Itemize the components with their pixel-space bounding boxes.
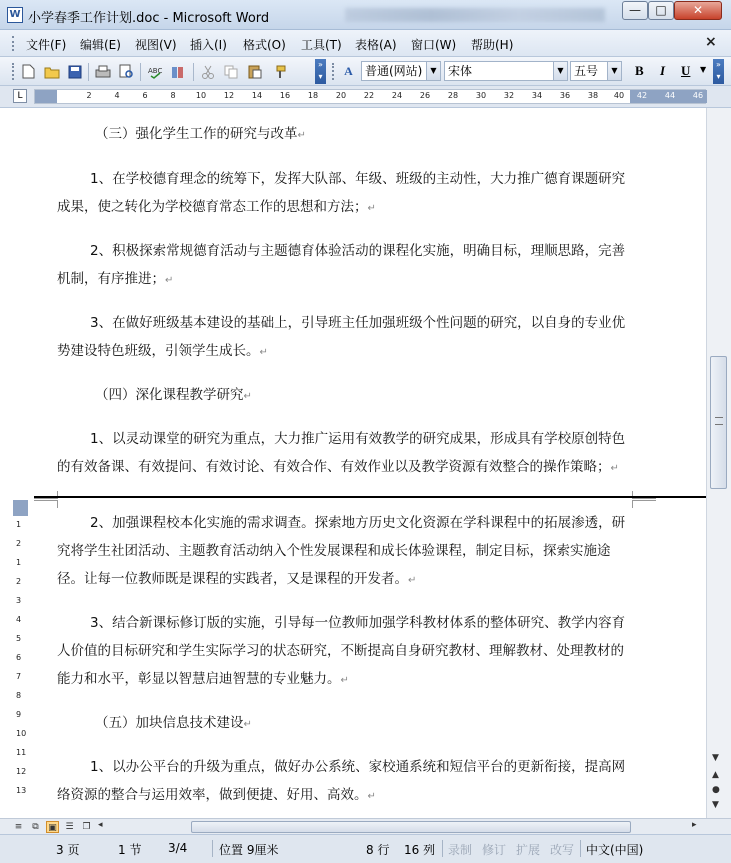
close-button[interactable]: [674, 1, 722, 20]
menu-view[interactable]: 视图(V): [135, 38, 177, 52]
status-track-changes[interactable]: 修订: [482, 843, 507, 857]
bold-button[interactable]: B: [635, 63, 644, 78]
print-icon: [95, 65, 111, 79]
web-layout-view-icon[interactable]: ⧉: [32, 822, 39, 832]
menu-tools[interactable]: 工具(T): [301, 38, 342, 52]
vertical-scrollbar[interactable]: [706, 108, 731, 818]
styles-pane-icon[interactable]: A: [344, 64, 353, 78]
body-paragraph[interactable]: 1、在学校德育理念的统筹下，发挥大队部、年级、班级的主动性，大力推广德育课题研究成果，使之转化为学校德育常态工作的思想和方法；↵: [57, 171, 626, 215]
horizontal-ruler[interactable]: 42 44 46 2 4 6 8 10 12 14 16 18 20 22 24 26 28 30 32 34 36 38 40: [34, 89, 706, 104]
underline-button[interactable]: U: [681, 63, 691, 78]
font-select-value: 宋体: [448, 64, 473, 78]
horizontal-scrollbar-thumb[interactable]: [191, 821, 631, 833]
heading-paragraph[interactable]: （五）加块信息技术建设↵: [95, 715, 252, 731]
body-paragraph[interactable]: 1、以办公平台的升级为重点，做好办公系统、家校通系统和短信平台的更新衔接，提高网络资源的整合与运用效率，做到便捷、好用、高效。↵: [57, 759, 626, 803]
save-button[interactable]: [66, 63, 83, 80]
minimize-icon: —: [629, 3, 641, 17]
standard-toolbar-grip[interactable]: [12, 63, 16, 80]
maximize-button[interactable]: [648, 1, 674, 20]
print-button[interactable]: [94, 63, 111, 80]
paste-clipboard-icon: [248, 64, 262, 79]
open-button[interactable]: [43, 63, 60, 80]
font-size-value: 五号: [574, 64, 599, 78]
status-column: 16 列: [404, 843, 436, 857]
close-icon: ✕: [692, 3, 704, 17]
document-area[interactable]: [0, 108, 706, 818]
body-paragraph[interactable]: 2、积极探索常规德育活动与主题德育体验活动的课程化实施，明确目标，理顺思路，完善机制，有序推进；↵: [57, 243, 626, 287]
select-browse-object-icon[interactable]: ●: [712, 785, 720, 795]
print-layout-view-icon[interactable]: ▣: [46, 821, 59, 833]
menu-grip[interactable]: [12, 36, 16, 51]
menu-format[interactable]: 格式(O): [243, 38, 286, 52]
title-bar: [0, 0, 731, 30]
view-and-hscroll-bar: [0, 818, 731, 834]
status-extend-selection[interactable]: 扩展: [516, 843, 541, 857]
scroll-left-arrow-icon[interactable]: ◂: [98, 820, 103, 830]
status-overtype[interactable]: 改写: [550, 843, 575, 857]
new-document-icon: [22, 64, 35, 79]
status-language[interactable]: 中文(中国): [586, 843, 644, 857]
status-page: 3 页: [56, 843, 80, 857]
minimize-button[interactable]: [622, 1, 648, 20]
menu-insert[interactable]: 插入(I): [190, 38, 227, 52]
cut-scissors-icon: [201, 65, 215, 79]
previous-page-icon[interactable]: ▲: [712, 770, 719, 780]
menu-help[interactable]: 帮助(H): [471, 38, 514, 52]
italic-button[interactable]: I: [660, 63, 666, 78]
scrollbar-thumb[interactable]: [710, 356, 727, 489]
chevron-down-icon[interactable]: ▼: [553, 62, 567, 80]
body-paragraph[interactable]: 3、结合新课标修订版的实施，引导每一位教师加强学科教材体系的整体研究、教学内容育人价值的目标研究和学生实际学习的状态研究，不断提高自身研究教材、理解教材、处理教材的能力和水平，彰显以智慧启迪智慧的专业魅力。↵: [57, 615, 626, 687]
chevron-down-icon[interactable]: ▼: [426, 62, 440, 80]
toolbar: [0, 57, 731, 86]
scroll-right-arrow-icon[interactable]: ▸: [692, 820, 697, 830]
menu-table[interactable]: 表格(A): [355, 38, 397, 52]
style-select-value: 普通(网站): [365, 64, 423, 78]
status-page-of: 3/4: [168, 841, 188, 855]
spelling-check-icon: [148, 65, 164, 79]
body-paragraph[interactable]: 3、在做好班级基本建设的基础上，引导班主任加强班级个性问题的研究，以自身的专业优势建设特色班级，引领学生成长。↵: [57, 315, 626, 359]
status-section: 1 节: [118, 843, 142, 857]
cut-button[interactable]: [199, 63, 216, 80]
blurred-taskbar-region: [345, 8, 605, 22]
heading-paragraph[interactable]: （四）深化课程教学研究↵: [95, 387, 252, 403]
document-close-button[interactable]: ×: [705, 34, 717, 50]
formatting-toolbar-grip[interactable]: [332, 63, 336, 80]
print-preview-icon: [119, 64, 134, 79]
spelling-button[interactable]: [147, 63, 164, 80]
ruler-row: [0, 86, 731, 108]
svg-text:ABC: ABC: [147, 66, 162, 75]
body-paragraph[interactable]: 1、以灵动课堂的研究为重点，大力推广运用有效教学的研究成果，形成具有学校原创特色的有效备课、有效提问、有效讨论、有效合作、有效作业以及教学资源有效整合的操作策略；↵: [57, 431, 626, 475]
chevron-down-icon[interactable]: ▼: [607, 62, 621, 80]
maximize-icon: □: [655, 3, 667, 17]
formatting-options-chevron[interactable]: » ▾: [713, 59, 724, 84]
format-painter-button[interactable]: [270, 63, 287, 80]
menu-file[interactable]: 文件(F): [26, 38, 67, 52]
scroll-down-arrow-icon[interactable]: ▼: [712, 753, 719, 763]
open-folder-icon: [44, 65, 60, 79]
menu-window[interactable]: 窗口(W): [411, 38, 457, 52]
status-position: 位置 9厘米: [219, 843, 279, 857]
format-painter-brush-icon: [272, 65, 286, 79]
heading-paragraph[interactable]: （三）强化学生工作的研究与改革↵: [95, 126, 306, 142]
font-size-select[interactable]: [570, 61, 622, 81]
research-books-icon: [171, 65, 187, 79]
outline-view-icon[interactable]: ☰: [65, 822, 74, 832]
status-record-macro[interactable]: 录制: [448, 843, 473, 857]
tab-selector[interactable]: L: [13, 89, 27, 103]
menu-bar: [0, 30, 731, 57]
word-app-icon[interactable]: W: [7, 7, 23, 23]
page-break-line: [34, 496, 706, 499]
style-select[interactable]: [361, 61, 441, 81]
body-paragraph[interactable]: 2、加强课程校本化实施的需求调查。探索地方历史文化资源在学科课程中的拓展渗透，研究将学生社团活动、主题教育活动纳入个性发展课程和成长体验课程，制定目标，探索实施途径。让每一位教师既是课程的实践者，又是课程的开发者。↵: [57, 515, 626, 587]
normal-view-icon[interactable]: ≡: [14, 822, 23, 832]
menu-edit[interactable]: 编辑(E): [80, 38, 121, 52]
horizontal-scrollbar[interactable]: [96, 821, 702, 833]
save-icon: [68, 65, 82, 79]
paste-button[interactable]: [246, 63, 263, 80]
vertical-ruler[interactable]: 1 2 1 2 3 4 5 6 7 8 9 10 11 12 13: [13, 108, 28, 818]
status-line: 8 行: [366, 843, 390, 857]
underline-dropdown-icon[interactable]: ▼: [700, 65, 707, 74]
print-preview-button[interactable]: [118, 63, 135, 80]
reading-layout-view-icon[interactable]: ❐: [82, 822, 91, 832]
new-document-button[interactable]: [20, 63, 37, 80]
copy-button[interactable]: [222, 63, 239, 80]
research-button[interactable]: [170, 63, 187, 80]
toolbar-options-chevron[interactable]: » ▾: [315, 59, 326, 84]
next-page-icon[interactable]: ▼: [712, 800, 719, 810]
copy-icon: [224, 65, 238, 79]
font-select[interactable]: [444, 61, 568, 81]
window-title: 小学春季工作计划.doc - Microsoft Word: [28, 11, 270, 26]
status-bar: [0, 834, 731, 863]
